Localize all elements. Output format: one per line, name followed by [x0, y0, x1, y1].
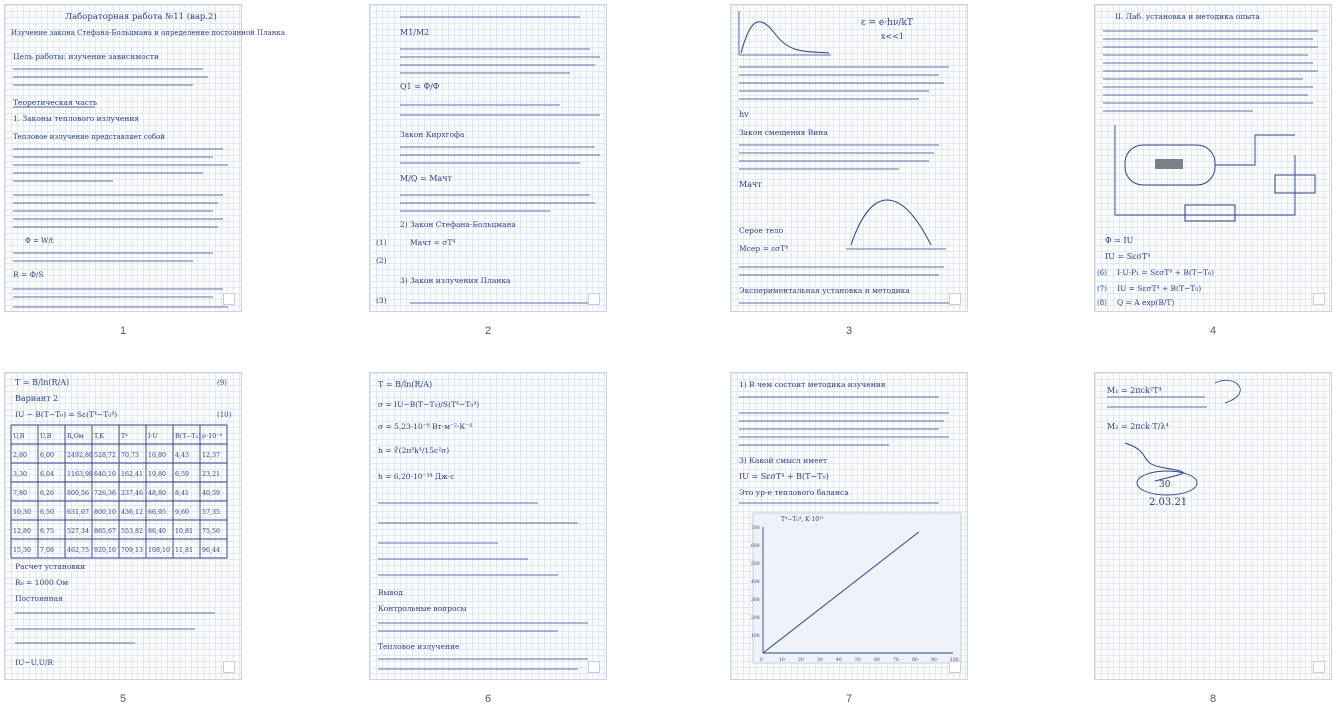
table-header-cell: I·U: [148, 433, 158, 440]
table-cell: 553,82: [121, 528, 144, 535]
table-cell: 3,30: [13, 471, 28, 478]
page-line: Вывод: [378, 588, 403, 597]
table-header-cell: U,B: [40, 433, 52, 440]
table-cell: 9,60: [175, 509, 190, 516]
table-header-cell: U,B: [13, 433, 25, 440]
page-line: Mачт = σT⁴: [410, 238, 456, 247]
x-tick-label: 50: [855, 658, 861, 663]
page-corner: [223, 661, 235, 673]
table-cell: 462,75: [67, 547, 90, 554]
y-tick-label: 100: [751, 634, 760, 639]
page-corner: [1313, 293, 1325, 305]
table-cell: 800,10: [94, 509, 117, 516]
table-cell: 7,08: [40, 547, 55, 554]
page-line: Закон Кирхгофа: [400, 130, 465, 139]
table-cell: 640,10: [94, 471, 117, 478]
page-line: M₁ = 2πck²T⁴: [1107, 386, 1162, 395]
table-cell: 162,41: [121, 471, 144, 478]
page-corner: [223, 293, 235, 305]
table-header-cell: T,K: [94, 433, 104, 440]
page-line: M₂ = 2πck·T/λ⁴: [1107, 422, 1169, 431]
table-cell: 15,30: [13, 547, 32, 554]
page-line: Экспериментальная установка и методика: [739, 286, 910, 295]
table-cell: 96,44: [202, 547, 221, 554]
x-tick-label: 80: [912, 658, 918, 663]
page-number: 8: [1209, 693, 1217, 705]
table-cell: 6,50: [40, 509, 55, 516]
page-line: Вариант 2: [15, 394, 59, 403]
table-header-cell: T⁴: [121, 433, 128, 440]
page-line: (1): [376, 238, 387, 247]
page-line: Q = A exp(B/T): [1117, 298, 1175, 307]
x-tick-label: 30: [817, 658, 823, 663]
table-cell: 6,04: [40, 471, 55, 478]
page-number: 3: [845, 325, 853, 337]
page-number: 5: [119, 693, 127, 705]
page-number: 6: [484, 693, 492, 705]
page-thumbnail-7[interactable]: [730, 372, 968, 680]
page-line: (6): [1097, 269, 1107, 277]
page-line: 30: [1159, 480, 1171, 490]
page-line: (10): [217, 411, 232, 419]
page-line: T = B/ln(R/A): [15, 378, 70, 387]
table-cell: 631,07: [67, 509, 90, 516]
page-line: T = B/ln(R/A): [378, 380, 433, 389]
table-cell: 66,95: [148, 509, 167, 516]
table-cell: 16,80: [148, 452, 167, 459]
page-line: (8): [1097, 299, 1107, 307]
page-corner: [949, 661, 961, 673]
page-line: Mачт: [739, 180, 762, 189]
page-thumbnail-4[interactable]: [1094, 4, 1332, 312]
page-line: Цель работы: изучение зависимости: [13, 52, 159, 61]
table-cell: 19,80: [148, 471, 167, 478]
table-cell: 10,81: [175, 528, 194, 535]
y-tick-label: 600: [751, 544, 760, 549]
table-cell: 40,59: [202, 490, 221, 497]
table-cell: 70,73: [121, 452, 140, 459]
page-thumbnail-1[interactable]: [4, 4, 285, 312]
page-line: Закон смещения Вина: [739, 128, 828, 137]
page-line: IU − B(T−T₀) = Sε(T⁴−T₀⁴): [15, 410, 118, 419]
x-tick-label: 20: [798, 658, 804, 663]
page-line: σ = 5,23·10⁻⁸ Вт·м⁻²·К⁻⁴: [378, 422, 473, 431]
table-cell: 237,46: [121, 490, 144, 497]
page-line: IU = SεσT⁴ + B(T−T₀): [1117, 284, 1202, 293]
page-line: 2) Закон Стефана-Больцмана: [400, 220, 516, 229]
page-line: II. Лаб. установка и методика опыта: [1115, 12, 1260, 21]
table-header-cell: R,Ом: [67, 433, 84, 440]
handwritten-page: [731, 373, 969, 681]
page-line: Q1 = Ф/Ф: [400, 82, 440, 91]
handwritten-page: [5, 5, 285, 313]
page-line: (9): [217, 379, 227, 387]
page-line: 2.03.21: [1149, 497, 1188, 508]
table-header-cell: σ·10⁻⁸: [202, 433, 223, 440]
page-line: (3): [376, 296, 387, 305]
page-thumbnail-3[interactable]: [730, 4, 968, 312]
handwritten-page: [731, 5, 969, 313]
handwritten-page: [5, 373, 243, 681]
table-cell: 12,80: [13, 528, 32, 535]
table-cell: 920,10: [94, 547, 117, 554]
page-line: 1) В чем состоит методика изучения: [739, 380, 886, 389]
x-tick-label: 70: [893, 658, 899, 663]
page-line: R = Ф/S: [13, 270, 44, 279]
table-cell: 2492,86: [67, 452, 94, 459]
table-cell: 48,80: [148, 490, 167, 497]
table-cell: 12,37: [202, 452, 221, 459]
page-corner: [588, 293, 600, 305]
table-cell: 436,12: [121, 509, 144, 516]
y-tick-label: 200: [751, 616, 760, 621]
table-cell: 709,13: [121, 547, 144, 554]
page-line: (7): [1097, 285, 1107, 293]
page-line: Постоянная: [15, 594, 63, 603]
table-cell: 528,72: [94, 452, 117, 459]
table-cell: 57,35: [202, 509, 221, 516]
page-line: Расчет установки: [15, 562, 86, 571]
page-line: Теоретическая часть: [13, 98, 98, 107]
page-thumbnail-2[interactable]: [369, 4, 607, 312]
handwritten-page: [1095, 373, 1333, 681]
page-line: σ = IU−B(T−T₀)/S(T⁴−T₀⁴): [378, 400, 480, 409]
page-line: Изучение закона Стефана-Больцмана и определение постоянной Планка: [11, 29, 285, 37]
table-cell: 6,26: [40, 490, 55, 497]
table-cell: 865,67: [94, 528, 117, 535]
x-tick-label: 90: [931, 658, 937, 663]
y-tick-label: 700: [751, 526, 760, 531]
page-line: 3) Какой смысл имеет: [739, 456, 828, 465]
table-cell: 8,41: [175, 490, 190, 497]
table-cell: 1163,98: [67, 471, 94, 478]
page-line: M1/M2: [400, 28, 430, 37]
table-cell: 4,43: [175, 452, 190, 459]
page-line: Тепловое излучение: [378, 642, 460, 651]
page-line: Mсер = εσT⁴: [739, 244, 789, 253]
page-line: IU−U,U/R: [15, 658, 54, 667]
table-header-cell: B(T−T₀): [175, 433, 201, 440]
table-cell: 7,80: [13, 490, 28, 497]
x-tick-label: 60: [874, 658, 880, 663]
handwritten-page: [1095, 5, 1333, 313]
table-cell: 10,30: [13, 509, 32, 516]
page-number: 2: [484, 325, 492, 337]
page-line: IU = SεσT⁴: [1105, 252, 1151, 261]
page-line: Ф = W/t: [25, 237, 54, 245]
page-corner: [588, 661, 600, 673]
table-cell: 2,80: [13, 452, 28, 459]
y-tick-label: 500: [751, 562, 760, 567]
page-line: Тепловое излучение представляет собой: [13, 133, 166, 141]
page-thumbnail-6[interactable]: [369, 372, 607, 680]
table-cell: 6,75: [40, 528, 55, 535]
table-cell: 23,21: [202, 471, 221, 478]
y-tick-label: 400: [751, 580, 760, 585]
table-cell: 800,56: [67, 490, 90, 497]
table-cell: 11,81: [175, 547, 194, 554]
x-tick-label: 10: [779, 658, 785, 663]
page-number: 4: [1209, 325, 1217, 337]
page-corner: [1313, 661, 1325, 673]
x-tick-label: 0: [760, 658, 763, 663]
page-line: IU = SεσT⁴ + B(T−T₀): [739, 472, 829, 481]
graph-ylabel: T⁴−T₀⁴, K·10¹¹: [781, 516, 824, 523]
page-number: 1: [119, 325, 127, 337]
page-line: R₀ = 1000 Ом: [15, 578, 69, 587]
table-cell: 108,10: [148, 547, 171, 554]
handwritten-page: [370, 373, 608, 681]
x-tick-label: 40: [836, 658, 842, 663]
page-line: h = ∛(2π⁵k⁴/15c²σ): [378, 446, 450, 455]
table-cell: 726,36: [94, 490, 117, 497]
page-line: 3) Закон излучения Планка: [400, 276, 511, 285]
page-line: Контрольные вопросы: [378, 604, 467, 613]
table-cell: 527,34: [67, 528, 90, 535]
page-line: h = 6,20·10⁻³⁴ Дж·с: [378, 472, 455, 481]
handwritten-page: [370, 5, 608, 313]
table-cell: 75,56: [202, 528, 221, 535]
y-tick-label: 300: [751, 598, 760, 603]
page-line: (2): [376, 256, 387, 265]
page-line: ε = e·hν/kT: [861, 18, 913, 28]
table-cell: 6,59: [175, 471, 190, 478]
page-line: M/Q = Mачт: [400, 174, 452, 183]
results-table: [11, 425, 227, 558]
page-line: I·U·P₁ = SεσT⁴ + B(T−T₀): [1117, 268, 1215, 277]
page-line: Ф = IU: [1105, 236, 1134, 245]
page-line: Это ур-е теплового баланса: [739, 488, 849, 497]
table-cell: 86,40: [148, 528, 167, 535]
page-thumbnail-5[interactable]: [4, 372, 242, 680]
page-line: hv: [739, 110, 749, 119]
page-line: 1. Законы теплового излучения: [13, 114, 140, 123]
page-thumbnail-8[interactable]: [1094, 372, 1332, 680]
table-cell: 6,00: [40, 452, 55, 459]
page-number: 7: [845, 693, 853, 705]
page-line: Лабораторная работа №11 (вар.2): [65, 12, 217, 22]
page-line: x<<1: [881, 32, 905, 41]
page-corner: [949, 293, 961, 305]
page-line: Серое тело: [739, 226, 784, 235]
